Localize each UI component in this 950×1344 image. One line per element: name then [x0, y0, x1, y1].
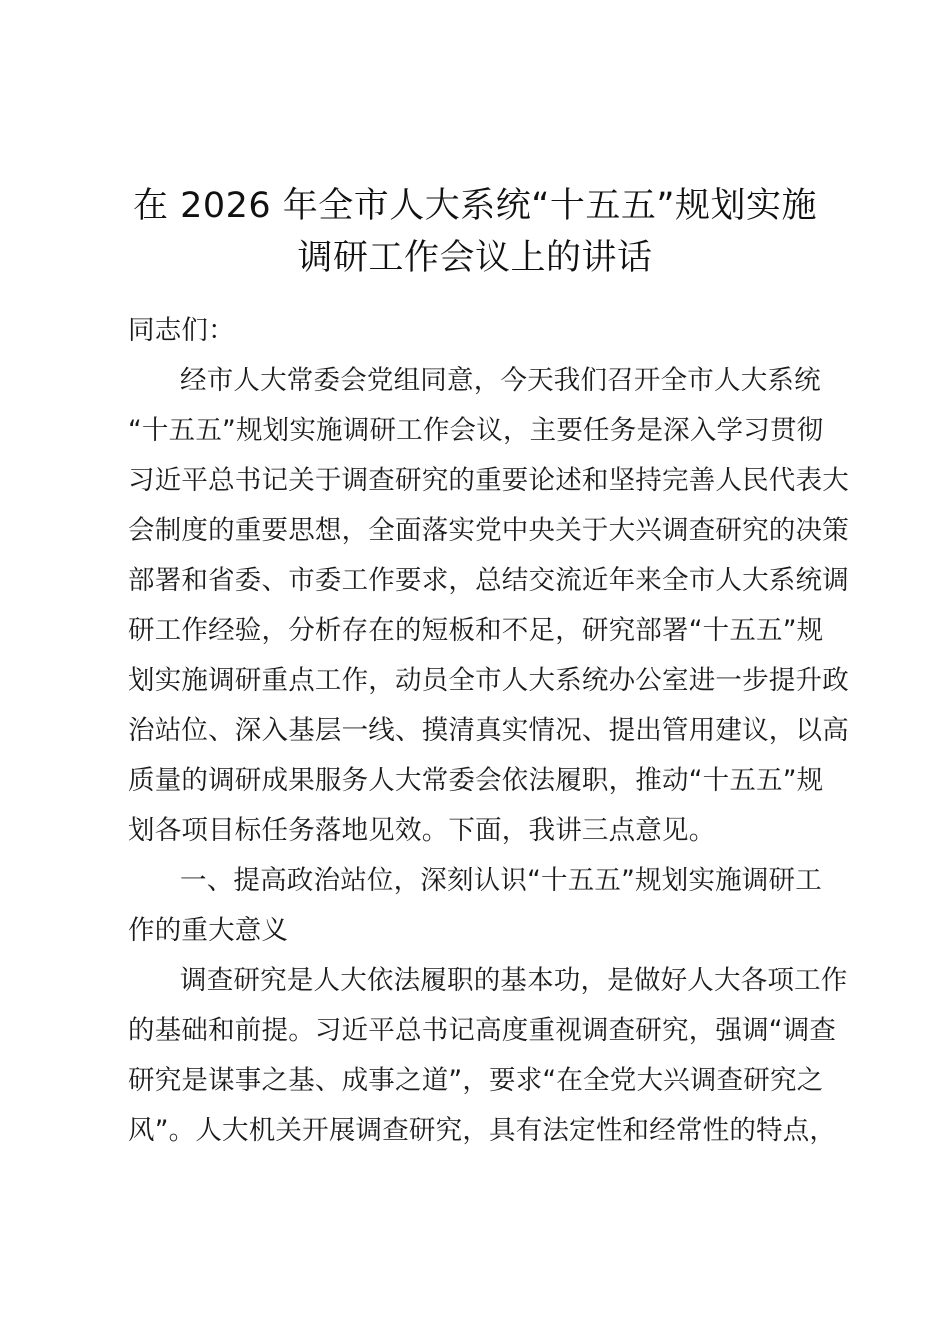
body-text-line: 划各项目标任务落地见效。下面，我讲三点意见。: [128, 815, 716, 846]
speech-title-line-1: 在 2026 年全市人大系统“十五五”规划实施: [132, 186, 818, 226]
speech-body: [128, 306, 849, 1156]
body-text-line: 质量的调研成果服务人大常委会依法履职，推动“十五五”规: [128, 765, 824, 796]
body-text-line: 研工作经验，分析存在的短板和不足，研究部署“十五五”规: [128, 615, 824, 646]
body-text-line: 部署和省委、市委工作要求，总结交流近年来全市人大系统调: [128, 565, 849, 596]
speech-title-line-2: 调研工作会议上的讲话: [297, 238, 653, 278]
body-text-line: 一、提高政治站位，深刻认识“十五五”规划实施调研工: [180, 865, 822, 896]
body-text-line: 同志们：: [128, 315, 235, 346]
speech-title: [100, 180, 850, 284]
body-text-line: 经市人大常委会党组同意，今天我们召开全市人大系统: [180, 365, 821, 396]
body-text-line: 风”。人大机关开展调查研究，具有法定性和经常性的特点，: [128, 1115, 837, 1146]
body-text-line: 习近平总书记关于调查研究的重要论述和坚持完善人民代表大: [128, 465, 849, 496]
body-text-line: 的基础和前提。习近平总书记高度重视调查研究，强调“调查: [128, 1015, 837, 1046]
body-text-line: 划实施调研重点工作，动员全市人大系统办公室进一步提升政: [128, 665, 849, 696]
body-text-line: 作的重大意义: [128, 915, 289, 946]
body-text-line: 治站位、深入基层一线、摸清真实情况、提出管用建议，以高: [128, 715, 849, 746]
body-text-line: 研究是谋事之基、成事之道”，要求“在全党大兴调查研究之: [128, 1065, 824, 1096]
body-text-line: 调查研究是人大依法履职的基本功，是做好人大各项工作: [180, 965, 848, 996]
body-text-line: “十五五”规划实施调研工作会议，主要任务是深入学习贯彻: [128, 415, 824, 446]
body-text-line: 会制度的重要思想，全面落实党中央关于大兴调查研究的决策: [128, 515, 849, 546]
